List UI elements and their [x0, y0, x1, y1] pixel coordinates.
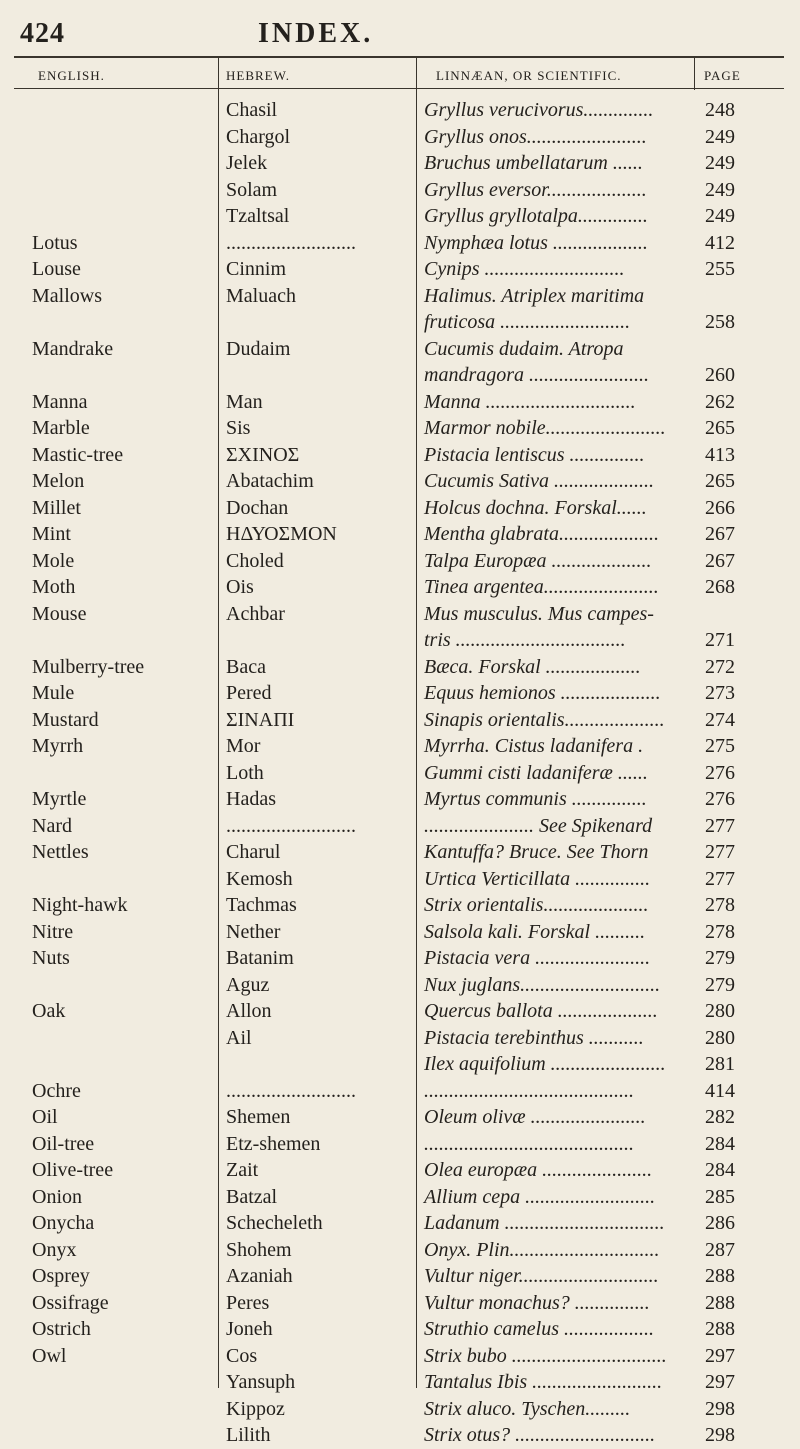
linnaean-name: Tantalus Ibis ..........................: [424, 1371, 663, 1393]
linnaean-name: Ladanum ................................: [424, 1212, 665, 1234]
hebrew-term: Nether: [226, 921, 281, 943]
hebrew-term: Shohem: [226, 1239, 292, 1261]
index-row: [0, 680, 800, 707]
index-row: [0, 1104, 800, 1131]
linnaean-name: Quercus ballota ....................: [424, 1000, 658, 1022]
page-ref: 278: [705, 921, 735, 943]
linnaean-name: fruticosa ..........................: [424, 311, 631, 333]
index-row: [0, 177, 800, 204]
index-row: [0, 256, 800, 283]
hebrew-term: Tzaltsal: [226, 205, 290, 227]
column-header-english: ENGLISH.: [38, 68, 105, 83]
hebrew-term: Abatachim: [226, 470, 314, 492]
index-row: [0, 1025, 800, 1052]
page-ref: 277: [705, 815, 735, 837]
page-ref: 286: [705, 1212, 735, 1234]
index-row: [0, 654, 800, 681]
index-row: [0, 998, 800, 1025]
hebrew-term: Jelek: [226, 152, 268, 174]
hebrew-term: Aguz: [226, 974, 270, 996]
top-rule: [14, 56, 784, 58]
header-rule: [14, 88, 784, 89]
english-term: Melon: [32, 470, 85, 492]
page-ref: 274: [705, 709, 735, 731]
linnaean-name: Struthio camelus ..................: [424, 1318, 654, 1340]
linnaean-name: Myrtus communis ...............: [424, 788, 647, 810]
english-term: Nuts: [32, 947, 70, 969]
hebrew-term: Cos: [226, 1345, 258, 1367]
linnaean-name: Bruchus umbellatarum ......: [424, 152, 643, 174]
english-term: Mole: [32, 550, 75, 572]
page-ref: 280: [705, 1027, 735, 1049]
hebrew-term: Maluach: [226, 285, 296, 307]
linnaean-name: Mus musculus. Mus campes-: [424, 603, 654, 625]
hebrew-term: Zait: [226, 1159, 259, 1181]
linnaean-name: Myrrha. Cistus ladanifera .: [424, 735, 644, 757]
index-row: [0, 892, 800, 919]
page-ref: 255: [705, 258, 735, 280]
hebrew-term: Sis: [226, 417, 251, 439]
linnaean-name: Halimus. Atriplex maritima: [424, 285, 645, 307]
hebrew-term: Pered: [226, 682, 272, 704]
column-header-linnaean: LINNÆAN, OR SCIENTIFIC.: [436, 68, 622, 83]
page-ref: 287: [705, 1239, 735, 1261]
page-ref: 298: [705, 1398, 735, 1420]
hebrew-term: Baca: [226, 656, 266, 678]
hebrew-term: Tachmas: [226, 894, 297, 916]
index-row: [0, 1078, 800, 1105]
page-ref: 260: [705, 364, 735, 386]
page-ref: 249: [705, 205, 735, 227]
index-row: [0, 627, 800, 654]
english-term: Mint: [32, 523, 71, 545]
linnaean-name: Gryllus verucivorus..............: [424, 99, 654, 121]
index-row: [0, 733, 800, 760]
index-row: [0, 415, 800, 442]
linnaean-name: mandragora ........................: [424, 364, 650, 386]
index-row: [0, 309, 800, 336]
english-term: Mastic-tree: [32, 444, 124, 466]
running-head: [0, 18, 800, 58]
index-row: [0, 468, 800, 495]
page-ref: 297: [705, 1371, 735, 1393]
page-ref: 268: [705, 576, 735, 598]
linnaean-name: ..........................................: [424, 1080, 634, 1102]
page-ref: 412: [705, 232, 735, 254]
hebrew-term: Dudaim: [226, 338, 291, 360]
linnaean-name: Gryllus onos........................: [424, 126, 647, 148]
english-term: Night-hawk: [32, 894, 128, 916]
index-row: [0, 1131, 800, 1158]
index-row: [0, 1343, 800, 1370]
hebrew-term: Chasil: [226, 99, 278, 121]
linnaean-name: Cynips ............................: [424, 258, 625, 280]
page-ref: 273: [705, 682, 735, 704]
linnaean-name: tris ..................................: [424, 629, 626, 651]
page-ref: 266: [705, 497, 735, 519]
english-term: Ostrich: [32, 1318, 91, 1340]
english-term: Osprey: [32, 1265, 90, 1287]
page-ref: 276: [705, 788, 735, 810]
index-row: [0, 389, 800, 416]
hebrew-term: ΣΙΝΑΠΙ: [226, 709, 295, 731]
page-ref: 414: [705, 1080, 735, 1102]
linnaean-name: Salsola kali. Forskal ..........: [424, 921, 646, 943]
index-row: [0, 813, 800, 840]
index-row: [0, 1422, 800, 1449]
linnaean-name: Strix bubo ...............................: [424, 1345, 667, 1367]
index-row: [0, 574, 800, 601]
linnaean-name: Mentha glabrata....................: [424, 523, 659, 545]
hebrew-term: ..........................: [226, 232, 356, 254]
linnaean-name: Manna ..............................: [424, 391, 636, 413]
hebrew-term: Yansuph: [226, 1371, 296, 1393]
page-ref: 249: [705, 152, 735, 174]
hebrew-term: Batanim: [226, 947, 294, 969]
linnaean-name: Cucumis Sativa ....................: [424, 470, 654, 492]
english-term: Oil: [32, 1106, 58, 1128]
hebrew-term: Dochan: [226, 497, 289, 519]
page-ref: 271: [705, 629, 735, 651]
english-term: Owl: [32, 1345, 67, 1367]
page-ref: 285: [705, 1186, 735, 1208]
hebrew-term: Solam: [226, 179, 278, 201]
english-term: Nitre: [32, 921, 74, 943]
linnaean-name: Gryllus gryllotalpa..............: [424, 205, 648, 227]
english-term: Mandrake: [32, 338, 114, 360]
index-row: [0, 1051, 800, 1078]
english-term: Lotus: [32, 232, 78, 254]
page-ref: 278: [705, 894, 735, 916]
english-term: Louse: [32, 258, 81, 280]
linnaean-name: Talpa Europæa ....................: [424, 550, 652, 572]
linnaean-name: Vultur monachus? ...............: [424, 1292, 650, 1314]
english-term: Mule: [32, 682, 75, 704]
linnaean-name: Allium cepa ..........................: [424, 1186, 656, 1208]
english-term: Marble: [32, 417, 90, 439]
linnaean-name: Onyx. Plin..............................: [424, 1239, 660, 1261]
english-term: Nettles: [32, 841, 89, 863]
page-ref: 277: [705, 841, 735, 863]
linnaean-name: Urtica Verticillata ...............: [424, 868, 651, 890]
page-ref: 265: [705, 470, 735, 492]
hebrew-term: ΗΔΥΟΣΜΟΝ: [226, 523, 337, 545]
index-row: [0, 786, 800, 813]
linnaean-name: Gryllus eversor....................: [424, 179, 647, 201]
page-number: 424: [20, 18, 65, 49]
page-ref: 298: [705, 1424, 735, 1446]
english-term: Onion: [32, 1186, 82, 1208]
index-row: [0, 972, 800, 999]
hebrew-term: ..........................: [226, 815, 356, 837]
index-row: [0, 283, 800, 310]
linnaean-name: Olea europæa ......................: [424, 1159, 653, 1181]
hebrew-term: Loth: [226, 762, 264, 784]
index-row: [0, 203, 800, 230]
linnaean-name: Strix aluco. Tyschen.........: [424, 1398, 631, 1420]
page-ref: 272: [705, 656, 735, 678]
english-term: Moth: [32, 576, 76, 598]
page-ref: 279: [705, 947, 735, 969]
english-term: Mulberry-tree: [32, 656, 145, 678]
index-row: [0, 124, 800, 151]
index-row: [0, 1157, 800, 1184]
index-row: [0, 1210, 800, 1237]
index-row: [0, 1184, 800, 1211]
page-ref: 288: [705, 1292, 735, 1314]
index-row: [0, 230, 800, 257]
page-ref: 267: [705, 550, 735, 572]
linnaean-name: Pistacia vera .......................: [424, 947, 651, 969]
hebrew-term: Choled: [226, 550, 284, 572]
running-title: INDEX.: [258, 18, 374, 49]
hebrew-term: ..........................: [226, 1080, 356, 1102]
index-row: [0, 945, 800, 972]
index-row: [0, 362, 800, 389]
linnaean-name: Oleum olivæ .......................: [424, 1106, 646, 1128]
hebrew-term: Cinnim: [226, 258, 287, 280]
english-term: Oil-tree: [32, 1133, 95, 1155]
hebrew-term: Kippoz: [226, 1398, 285, 1420]
index-row: [0, 1290, 800, 1317]
english-term: Onycha: [32, 1212, 95, 1234]
linnaean-name: Cucumis dudaim. Atropa: [424, 338, 624, 360]
english-term: Millet: [32, 497, 81, 519]
hebrew-term: Azaniah: [226, 1265, 293, 1287]
index-row: [0, 336, 800, 363]
index-row: [0, 1237, 800, 1264]
page-ref: 267: [705, 523, 735, 545]
linnaean-name: Tinea argentea.......................: [424, 576, 659, 598]
page-ref: 413: [705, 444, 735, 466]
page-ref: 275: [705, 735, 735, 757]
index-row: [0, 548, 800, 575]
index-row: [0, 707, 800, 734]
english-term: Ossifrage: [32, 1292, 109, 1314]
hebrew-term: Shemen: [226, 1106, 291, 1128]
linnaean-name: ...................... See Spikenard: [424, 815, 653, 837]
index-row: [0, 1396, 800, 1423]
page-ref: 249: [705, 179, 735, 201]
linnaean-name: Vultur niger............................: [424, 1265, 659, 1287]
index-row: [0, 521, 800, 548]
page-ref: 288: [705, 1265, 735, 1287]
linnaean-name: Strix otus? ............................: [424, 1424, 656, 1446]
hebrew-term: Joneh: [226, 1318, 273, 1340]
page-ref: 258: [705, 311, 735, 333]
hebrew-term: Ois: [226, 576, 254, 598]
page-ref: 262: [705, 391, 735, 413]
hebrew-term: Mor: [226, 735, 261, 757]
english-term: Mustard: [32, 709, 99, 731]
page-ref: 277: [705, 868, 735, 890]
hebrew-term: Schecheleth: [226, 1212, 323, 1234]
english-term: Myrrh: [32, 735, 84, 757]
english-term: Onyx: [32, 1239, 77, 1261]
linnaean-name: Nux juglans............................: [424, 974, 661, 996]
index-row: [0, 760, 800, 787]
index-row: [0, 1316, 800, 1343]
page-ref: 265: [705, 417, 735, 439]
english-term: Ochre: [32, 1080, 81, 1102]
index-row: [0, 1369, 800, 1396]
page-ref: 297: [705, 1345, 735, 1367]
page-ref: 282: [705, 1106, 735, 1128]
linnaean-name: Bæca. Forskal ...................: [424, 656, 641, 678]
linnaean-name: Ilex aquifolium .......................: [424, 1053, 666, 1075]
hebrew-term: Etz-shemen: [226, 1133, 321, 1155]
linnaean-name: Equus hemionos ....................: [424, 682, 661, 704]
index-row: [0, 442, 800, 469]
page-ref: 248: [705, 99, 735, 121]
index-row: [0, 1263, 800, 1290]
page-ref: 284: [705, 1159, 735, 1181]
hebrew-term: Kemosh: [226, 868, 293, 890]
index-row: [0, 866, 800, 893]
english-term: Mouse: [32, 603, 87, 625]
english-term: Myrtle: [32, 788, 87, 810]
linnaean-name: ..........................................: [424, 1133, 634, 1155]
english-term: Olive-tree: [32, 1159, 114, 1181]
linnaean-name: Gummi cisti ladaniferæ ......: [424, 762, 648, 784]
hebrew-term: Ail: [226, 1027, 252, 1049]
index-row: [0, 150, 800, 177]
linnaean-name: Marmor nobile........................: [424, 417, 666, 439]
linnaean-name: Strix orientalis.....................: [424, 894, 649, 916]
linnaean-name: Holcus dochna. Forskal......: [424, 497, 647, 519]
page-ref: 284: [705, 1133, 735, 1155]
english-term: Oak: [32, 1000, 66, 1022]
index-row: [0, 97, 800, 124]
page-ref: 288: [705, 1318, 735, 1340]
page-ref: 280: [705, 1000, 735, 1022]
column-header-page: PAGE: [704, 68, 741, 83]
hebrew-term: Allon: [226, 1000, 272, 1022]
page-ref: 279: [705, 974, 735, 996]
hebrew-term: Peres: [226, 1292, 270, 1314]
hebrew-term: ΣΧΙΝΟΣ: [226, 444, 300, 466]
linnaean-name: Pistacia lentiscus ...............: [424, 444, 645, 466]
hebrew-term: Man: [226, 391, 263, 413]
hebrew-term: Lilith: [226, 1424, 271, 1446]
index-row: [0, 839, 800, 866]
page-ref: 249: [705, 126, 735, 148]
english-term: Mallows: [32, 285, 102, 307]
index-row: [0, 495, 800, 522]
hebrew-term: Hadas: [226, 788, 276, 810]
index-row: [0, 601, 800, 628]
hebrew-term: Chargol: [226, 126, 291, 148]
linnaean-name: Nymphæa lotus ...................: [424, 232, 648, 254]
linnaean-name: Kantuffa? Bruce. See Thorn: [424, 841, 649, 863]
page-ref: 276: [705, 762, 735, 784]
english-term: Manna: [32, 391, 88, 413]
hebrew-term: Achbar: [226, 603, 285, 625]
linnaean-name: Sinapis orientalis....................: [424, 709, 665, 731]
page-ref: 281: [705, 1053, 735, 1075]
linnaean-name: Pistacia terebinthus ...........: [424, 1027, 644, 1049]
english-term: Nard: [32, 815, 72, 837]
column-header-hebrew: HEBREW.: [226, 68, 290, 83]
column-divider-3: [694, 58, 695, 90]
index-row: [0, 919, 800, 946]
hebrew-term: Charul: [226, 841, 281, 863]
hebrew-term: Batzal: [226, 1186, 278, 1208]
